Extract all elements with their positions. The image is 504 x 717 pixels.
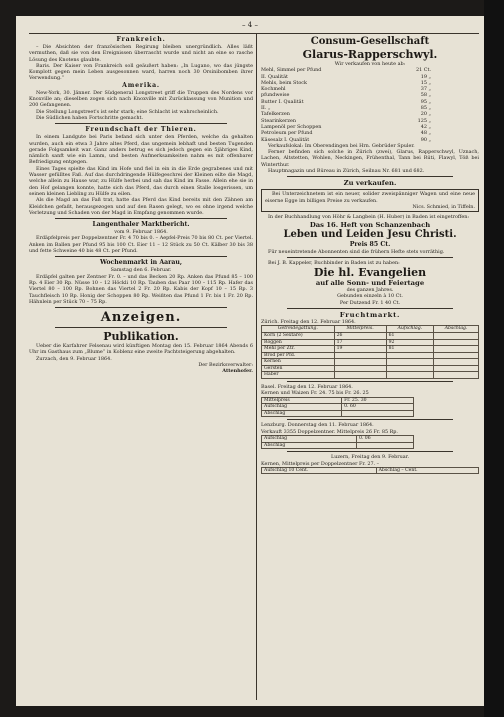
table-cell: [386, 359, 434, 366]
market-luzern-header: Luzern, Freitag den 9. Februar.: [330, 454, 410, 461]
divider: [287, 257, 453, 258]
section-heading-wochenmarkt: Wochenmarkt in Aarau,: [99, 259, 183, 267]
table-cell: 17: [334, 339, 386, 346]
item-price: 125 „: [417, 117, 432, 124]
table-cell: [356, 442, 413, 449]
ad-title-heft: Das 16. Heft von Schanzenbach: [309, 220, 431, 229]
item-name: Kochmehl: [261, 86, 286, 93]
item-name: Käsesalz I. Qualität: [261, 136, 310, 143]
table-cell: 92: [386, 339, 434, 346]
paragraph: Die Stellung Longstreet's ist sehr stark; eine Schlacht ist wahrscheinlich.: [36, 108, 219, 115]
table-cell: Haber: [262, 372, 335, 379]
market-basel-table: [261, 397, 414, 418]
table-cell: 81: [386, 346, 434, 353]
table-cell: Aufschlag 10 Cent.: [262, 467, 377, 474]
item-price: 85 „: [420, 105, 432, 112]
table-cell: [386, 372, 434, 379]
column-header: Mittelpreis.: [334, 326, 386, 333]
market-lenzburg-header: Lenzburg. Donnerstag den 11. Februar 1864.: [261, 422, 374, 429]
price-list: [261, 67, 431, 143]
paragraph: Die Südlichen haben Fortschritte gemacht.: [36, 114, 144, 121]
table-row: [262, 346, 479, 353]
table-cell: 0. 06: [356, 436, 413, 443]
ad-box-verkaufen: [261, 189, 479, 212]
ad-office: Hauptmagazin und Büreau in Zürich, Seilnau Nr. 681 und 682.: [268, 168, 425, 175]
divider: [55, 123, 227, 124]
column-header: Getreidegattung.: [262, 326, 335, 333]
table-row: [262, 404, 414, 411]
divider: [287, 176, 453, 177]
market-lenzburg-table: [261, 435, 414, 449]
section-date: vom 9. Februar 1864.: [114, 229, 168, 236]
table-cell: [334, 352, 386, 359]
ad-intro-kappeler: Bei J. B. Kappeler, Buchbinder in Baden ist zu haben:: [268, 259, 400, 266]
divider: [55, 256, 227, 257]
market-luzern-table: [261, 467, 479, 475]
ad-title-glarus: Glarus-Rapperschwyl.: [302, 48, 438, 61]
table-cell: Kernen: [262, 359, 335, 366]
table-row: [262, 365, 479, 372]
divider: [287, 308, 453, 309]
signature-name: Attenhofer.: [222, 368, 253, 375]
table-cell: [386, 365, 434, 372]
item-price: 90 „: [420, 136, 432, 143]
table-row: [262, 436, 414, 443]
divider: [55, 218, 227, 219]
paragraph: Für neueintretende Abonnenten sind die frühern Hefte stets vorräthig.: [268, 248, 445, 255]
ad-subtitle-feiertage: auf alle Sonn- und Feiertage: [315, 279, 425, 288]
divider: [287, 381, 453, 382]
item-name: pfundweise: [261, 92, 290, 99]
table-cell: Abschlag: [262, 410, 342, 417]
table-cell: Abschlag – Cent.: [376, 467, 478, 474]
scan-edge: [484, 0, 504, 717]
paragraph: Bei Unterzeichnetem ist ein neuer, solider zweispänniger Wagen und eine neue eiserne Egge im billigen Preise zu verkaufen.: [265, 191, 475, 204]
table-cell: [342, 410, 413, 417]
item-name: II. Qualität: [261, 73, 289, 80]
ad-line: Per Dutzend Fr. 1 40 Ct.: [339, 299, 401, 306]
table-cell: [434, 352, 479, 359]
column-header: Abschlag.: [434, 326, 479, 333]
item-price: 21 Ct.: [415, 67, 432, 74]
table-row: [262, 467, 479, 474]
header-rule: [29, 33, 479, 34]
table-cell: Korn (2 Sextare): [262, 332, 335, 339]
item-name: Stearinkerzen: [261, 117, 296, 124]
table-cell: 26: [334, 332, 386, 339]
right-column: [261, 36, 479, 474]
market-basel-line: Kernen und Waizen Fr. 24. 75 bis Fr. 26. 25: [261, 390, 369, 397]
ad-price: Preis 85 Ct.: [349, 240, 391, 248]
market-lenzburg-line: Verkauft 3355 Doppelzentner. Mittelpreis 26 Fr. 85 Rp.: [261, 428, 398, 435]
item-name: Lampenöl per Schoppen: [261, 123, 322, 130]
divider: [55, 307, 227, 308]
table-cell: Aufschlag: [262, 404, 342, 411]
table-cell: [434, 346, 479, 353]
table-row: [262, 339, 479, 346]
publication-date: Zurzach, den 9. Februar 1864.: [36, 355, 112, 362]
ad-subtitle-jahres: des ganzen Jahres.: [346, 287, 394, 294]
section-heading-marktbericht: Langenthaler Marktbericht.: [92, 221, 190, 229]
ad-intro-buchhandlung: In der Buchhandlung von Höhr & Langbein (H. Huber) in Baden ist eingetroffen:: [268, 214, 470, 221]
table-cell: [334, 365, 386, 372]
section-heading-amerika: Amerika.: [122, 81, 160, 89]
divider: [287, 419, 453, 420]
table-cell: [334, 372, 386, 379]
table-cell: Fr. 25. 30: [342, 397, 413, 404]
paragraph: In einem Landgute bei Paris befand sich unter den Pferden, welche da gehalten wurden, auch ein etwa 3 Jahre altes Pferd, das ungemein lebhaft und besten Tugenden gerade Folgsamkeit war. Ganz anders betrug es sich jedoch gegen ein 5jähriges Kind, nämlich sanft wie ein Lamm, und besten Aufmerksamkeiten nahm es mit offenbarer Befriedigung entgegen.: [29, 134, 253, 166]
left-column: [29, 36, 253, 375]
ad-title-verkaufen: Zu verkaufen.: [343, 179, 397, 188]
ad-title-leben: Leben und Leiden Jesu Christi.: [283, 228, 457, 240]
divider: [55, 327, 227, 328]
item-price: 37 „: [420, 86, 432, 93]
ad-title-evangelien: Die hl. Evangelien: [313, 266, 427, 280]
table-cell: [434, 372, 479, 379]
item-name: Tafelkerzen: [261, 111, 290, 118]
table-cell: Brod per Pfd.: [262, 352, 335, 359]
item-price: 95 „: [420, 98, 432, 105]
table-cell: 0. 60: [342, 404, 413, 411]
divider: [287, 451, 453, 452]
table-row: [262, 442, 414, 449]
ad-branches: Ferner befinden sich solche in Zürich (zwei), Glarus, Rapperschwyl, Uznach, Lachen, Altstetten, Wohlen, Neckingen, Frühenthal, Tann bei Rüti, Flawyl, Töß bei Winterthur.: [261, 149, 479, 168]
ad-sale-location: Verkaufslokal: Im Oberendingen bei Hrn. Gebrüder Spuler.: [268, 142, 415, 149]
table-cell: Aufschlag: [262, 436, 357, 443]
section-heading-anzeigen: Anzeigen.: [100, 310, 182, 326]
table-row: [262, 352, 479, 359]
market-title: Fruchtmarkt.: [339, 311, 401, 320]
item-price: 19 „: [420, 73, 432, 80]
newspaper-page: [16, 16, 484, 706]
item-name: Mehl, Simmel per Pfund: [261, 67, 322, 74]
section-heading-frankreich: Frankreich.: [116, 36, 166, 43]
table-cell: [434, 339, 479, 346]
table-cell: [434, 332, 479, 339]
ad-title-consum: Consum-Gesellschaft: [310, 36, 430, 47]
table-row: [262, 332, 479, 339]
section-date: Samstag den 6. Februar.: [110, 267, 172, 274]
market-basel-header: Basel. Freitag den 12. Februar 1864.: [261, 384, 353, 391]
item-price: 42 „: [420, 123, 432, 130]
paragraph: Als die Magd an das Faß trat, hatte das Pferd das Kind bereits mit den Zähnen am Kleidchen gefaßt, herausgezogen und auf den Rasen gelegt, wo es ohne irgend welche Verletzung und Schaden von der Magd in Empfang genommen wurde.: [29, 197, 253, 216]
market-zurich-header: Zürich. Freitag den 12. Februar 1864.: [261, 319, 356, 326]
paragraph: New-York, 30. Jänner. Der Südgeneral Longstreet griff die Truppen des Nordens vor Knoxville an; dieselben zogen sich nach Knoxville mit Zurücklassung von Munition und 200 Gefangenen.: [29, 89, 253, 109]
item-name: Mehls, beim Stock: [261, 79, 307, 86]
ad-signature: Nics. Schmied, in Tiffeln.: [412, 203, 475, 210]
item-price: 20 „: [420, 111, 432, 118]
table-cell: 61: [386, 332, 434, 339]
table-cell: Roggen: [262, 339, 335, 346]
table-row: [262, 410, 414, 417]
table-row: [262, 397, 414, 404]
table-cell: [334, 359, 386, 366]
table-cell: [434, 365, 479, 372]
table-row: [262, 359, 479, 366]
item-price: 15 „: [420, 79, 432, 86]
paragraph: Erdäpfelpreis per Doppelzentner Fr. 4 70 bis 0. – Aepfel-Preis 70 bis 80 Ct. per Viertel. Anken im Ballen per Pfund 95 bis 100 Ct. Eier 11 – 12 Stück zu 50 Ct. Kälber 30 bis 38 und fette Schweine 40 bis 48 Ct. per Pfund.: [29, 235, 253, 255]
paragraph: Baris. Der Kaiser von Frankreich soll geäußert haben: „In Lugano, wo das jüngste Komplott gegen mein Leben ausgesonnen ward, harren noch 30 Orsinibomben ihrer Verwendung.“: [29, 62, 253, 82]
item-name: Butter I. Qualität: [261, 98, 304, 105]
item-name: II. „: [261, 105, 271, 112]
market-zurich-table: [261, 325, 479, 379]
table-cell: Gersten: [262, 365, 335, 372]
table-row: [262, 372, 479, 379]
table-cell: 19: [334, 346, 386, 353]
table-cell: Abschlag: [262, 442, 357, 449]
column-divider: [256, 34, 257, 700]
item-price: 58 „: [420, 92, 432, 99]
column-header: Aufschlag.: [386, 326, 434, 333]
item-price: 48 „: [420, 130, 432, 137]
table-cell: Mittelpreis: [262, 397, 342, 404]
paragraph: Ueber die Karfahrer Felsenau wird künftigen Montag den 15. Februar 1864 Abends 6 Uhr im Gasthaus zum „Blume“ in Koblenz eine zweite Pachtsteigerung abgehalten.: [29, 343, 253, 356]
paragraph: – Die Absichten der französischen Regirung bleiben unergründlich. Alles läßt vermuthen, daß sie von den Ereignissen überrascht wurde und nicht an eine so rasche Lösung des Knotens glaubte.: [29, 44, 253, 63]
signature-role: Der Bezirksverwalter:: [198, 361, 253, 368]
market-luzern-line: Kernen, Mittelpreis per Doppelzentner Fr. 27. –: [261, 460, 380, 467]
page-number: – 4 –: [242, 21, 258, 29]
ad-line: Gebunden einzeln à 10 Ct.: [337, 293, 403, 300]
ad-intro: Wir verkaufen von heute ab:: [334, 61, 406, 67]
item-name: Petroleum per Pfund: [261, 130, 313, 137]
paragraph: Eines Tages spielte das Kind im Hofe und fiel in ein in die Erde gegrabenes und mit Wasser gefülltes Faß. Auf das durchdringende Hülfegeschrei der Kleinen eilte die Magd, welche allein zu Hause war, zu Hülfe herbei und sah das Kind im Fasse. Allein ehe sie in den Hof gelangen konnte, hatte sich das Pferd, das durch einen Stalle losgerissen, um seinen kleinen Liebling zu Hülfe zu eilen.: [29, 165, 253, 197]
table-cell: Mehl per Ztr.: [262, 346, 335, 353]
table-cell: [434, 359, 479, 366]
paragraph: Erdäpfel galten per Zentner Fr. 0. – und das Becken 20 Rp. Anken das Pfund 85 – 100 Rp. 4 Eier 30 Rp. Nüsse 10 – 12 Höckli 10 Rp. Tauben das Paar 100 – 115 Rp. Hafer das Viertel 80 – 100 Rp. Bohnen das Viertel 2 Fr. 20 Rp. Kabis der Kopf 10 – 15 Rp. 3 Tauchfleisch 10 Rp. Honig der Schoppen 80 Rp. Weißten das Pfund 1 Fr. bis 1 Fr. 20 Rp. Hähnlein per Stück 70 – 75 Rp.: [29, 273, 253, 305]
section-heading-freundschaft: Freundschaft der Thieren.: [85, 126, 197, 134]
publication-title: Publikation.: [103, 330, 179, 344]
table-cell: [386, 352, 434, 359]
